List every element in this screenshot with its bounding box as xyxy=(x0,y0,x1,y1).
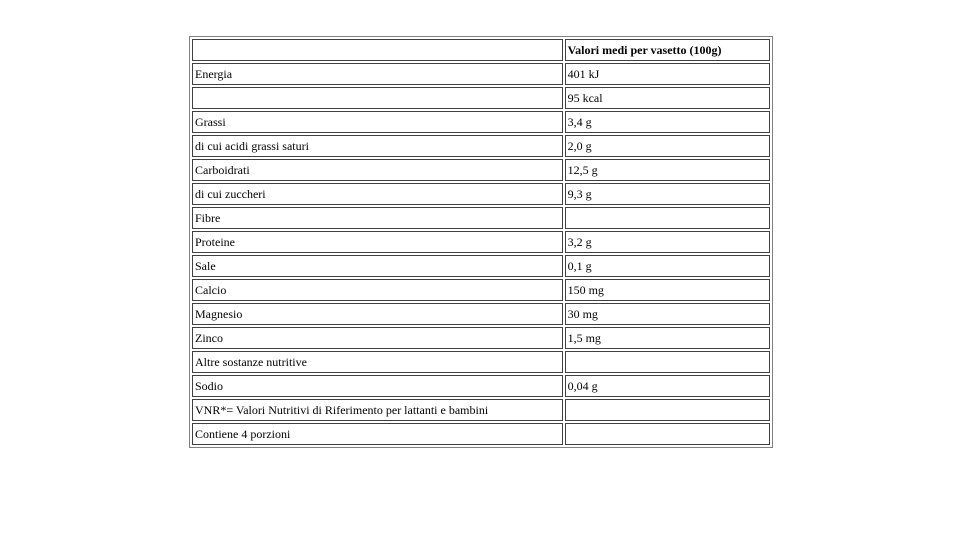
header-nutrient-cell xyxy=(192,39,563,61)
nutrient-value: 2,0 g xyxy=(565,135,770,157)
nutrient-name: Fibre xyxy=(192,207,563,229)
header-value-cell: Valori medi per vasetto (100g) xyxy=(565,39,770,61)
nutrient-value: 401 kJ xyxy=(565,63,770,85)
nutrient-value: 3,2 g xyxy=(565,231,770,253)
nutrition-table xyxy=(189,36,773,448)
nutrient-value: 30 mg xyxy=(565,303,770,325)
nutrient-name: Grassi xyxy=(192,111,563,133)
nutrient-name: Sale xyxy=(192,255,563,277)
nutrient-name: Carboidrati xyxy=(192,159,563,181)
nutrient-name: Contiene 4 porzioni xyxy=(192,423,563,445)
table-row xyxy=(192,63,770,85)
table-row xyxy=(192,255,770,277)
table-row xyxy=(192,303,770,325)
nutrient-value xyxy=(565,399,770,421)
nutrition-table-container xyxy=(189,36,773,448)
nutrient-value: 12,5 g xyxy=(565,159,770,181)
table-row xyxy=(192,207,770,229)
table-row xyxy=(192,423,770,445)
table-row xyxy=(192,327,770,349)
nutrient-name: VNR*= Valori Nutritivi di Riferimento per lattanti e bambini xyxy=(192,399,563,421)
nutrient-name: Magnesio xyxy=(192,303,563,325)
nutrient-value: 0,1 g xyxy=(565,255,770,277)
nutrient-name: di cui acidi grassi saturi xyxy=(192,135,563,157)
nutrient-name: di cui zuccheri xyxy=(192,183,563,205)
nutrient-name: Altre sostanze nutritive xyxy=(192,351,563,373)
nutrient-value: 150 mg xyxy=(565,279,770,301)
nutrient-value: 0,04 g xyxy=(565,375,770,397)
nutrient-value: 1,5 mg xyxy=(565,327,770,349)
nutrient-value xyxy=(565,207,770,229)
table-row xyxy=(192,135,770,157)
table-row xyxy=(192,351,770,373)
table-row xyxy=(192,111,770,133)
nutrient-name: Calcio xyxy=(192,279,563,301)
nutrient-name: Energia xyxy=(192,63,563,85)
nutrient-value xyxy=(565,351,770,373)
table-row xyxy=(192,279,770,301)
nutrient-value: 9,3 g xyxy=(565,183,770,205)
table-row xyxy=(192,399,770,421)
nutrient-value: 95 kcal xyxy=(565,87,770,109)
nutrient-name: Sodio xyxy=(192,375,563,397)
nutrient-name: Zinco xyxy=(192,327,563,349)
table-row xyxy=(192,159,770,181)
nutrient-value: 3,4 g xyxy=(565,111,770,133)
table-row xyxy=(192,87,770,109)
table-row xyxy=(192,231,770,253)
table-row xyxy=(192,375,770,397)
nutrient-name: Proteine xyxy=(192,231,563,253)
nutrient-name xyxy=(192,87,563,109)
table-row xyxy=(192,183,770,205)
table-header-row xyxy=(192,39,770,61)
nutrient-value xyxy=(565,423,770,445)
